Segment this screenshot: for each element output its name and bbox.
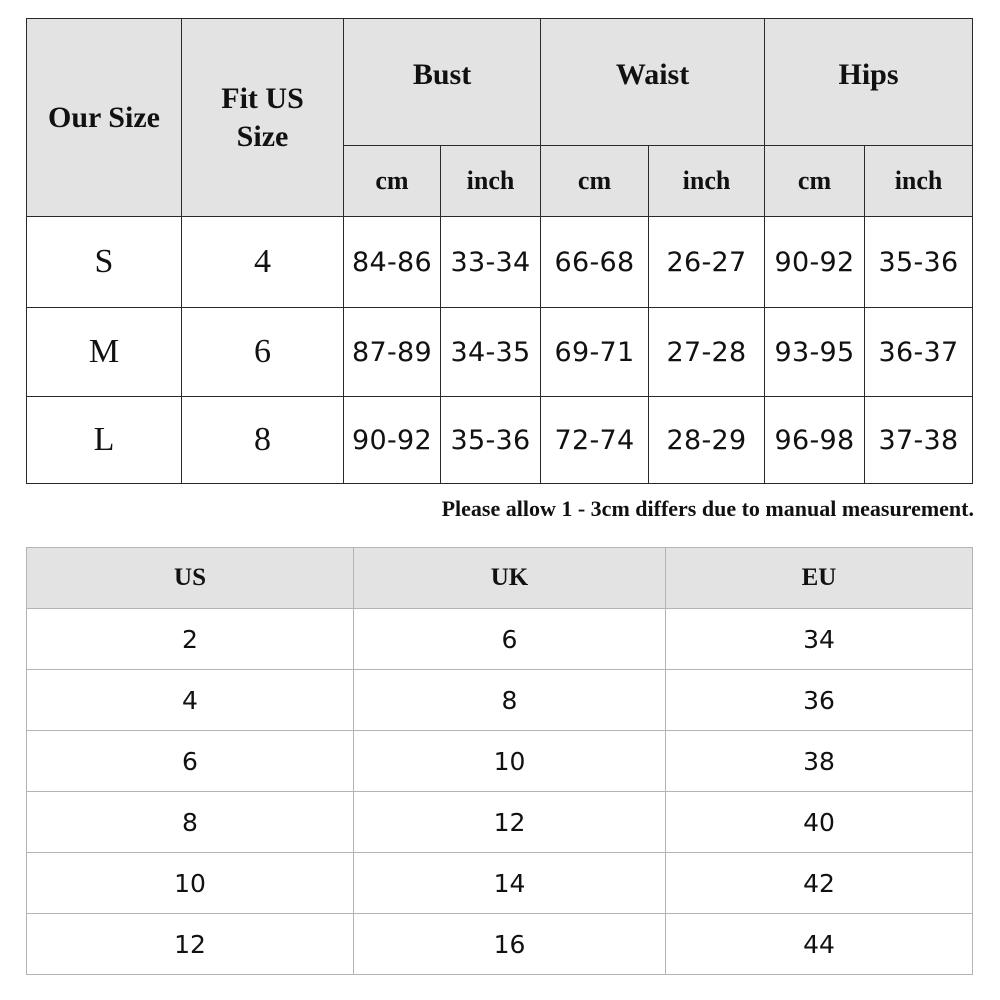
measurement-note: Please allow 1 - 3cm differs due to manual measurement. [441,496,974,521]
eu-cell: 34 [666,609,973,670]
size-cell: L [27,397,182,484]
us-cell: 10 [27,853,354,914]
hips-cm-cell: 93-95 [765,308,865,397]
eu-cell: 42 [666,853,973,914]
table-row [27,731,973,792]
size-conversion-table [26,547,973,975]
bust-cm-header: cm [344,146,441,217]
table-row [27,217,973,308]
hips-cm-cell: 96-98 [765,397,865,484]
size-cell: S [27,217,182,308]
table-row [27,914,973,975]
eu-cell: 40 [666,792,973,853]
eu-cell: 36 [666,670,973,731]
header-row [27,19,973,146]
waist-inch-header: inch [649,146,765,217]
uk-cell: 6 [354,609,666,670]
table-row [27,792,973,853]
uk-header: UK [354,548,666,609]
bust-inch-header: inch [441,146,541,217]
table-row [27,397,973,484]
us-cell: 12 [27,914,354,975]
hips-inch-cell: 36-37 [865,308,973,397]
uk-cell: 14 [354,853,666,914]
waist-cm-cell: 66-68 [541,217,649,308]
hips-inch-header: inch [865,146,973,217]
hips-cm-cell: 90-92 [765,217,865,308]
waist-cm-cell: 69-71 [541,308,649,397]
waist-inch-cell: 26-27 [649,217,765,308]
size-chart-table [26,18,973,484]
hips-inch-cell: 35-36 [865,217,973,308]
uk-cell: 10 [354,731,666,792]
table-row [27,609,973,670]
bust-header: Bust [344,19,541,146]
hips-inch-cell: 37-38 [865,397,973,484]
bust-inch-cell: 33-34 [441,217,541,308]
waist-cm-cell: 72-74 [541,397,649,484]
us-cell: 2 [27,609,354,670]
us-cell: 6 [27,731,354,792]
us-size-cell: 6 [182,308,344,397]
us-cell: 4 [27,670,354,731]
waist-cm-header: cm [541,146,649,217]
eu-cell: 44 [666,914,973,975]
waist-inch-cell: 27-28 [649,308,765,397]
fit-us-label: Fit US [221,81,304,115]
fit-us-size-header [182,19,344,217]
us-header: US [27,548,354,609]
bust-cm-cell: 90-92 [344,397,441,484]
table-row [27,308,973,397]
uk-cell: 8 [354,670,666,731]
waist-header: Waist [541,19,765,146]
size-label: Size [236,119,289,153]
uk-cell: 12 [354,792,666,853]
eu-cell: 38 [666,731,973,792]
bust-cm-cell: 84-86 [344,217,441,308]
size-cell: M [27,308,182,397]
waist-inch-cell: 28-29 [649,397,765,484]
table-row [27,853,973,914]
uk-cell: 16 [354,914,666,975]
bust-inch-cell: 34-35 [441,308,541,397]
hips-cm-header: cm [765,146,865,217]
our-size-header: Our Size [27,19,182,217]
conversion-header-row [27,548,973,609]
us-cell: 8 [27,792,354,853]
us-size-cell: 8 [182,397,344,484]
us-size-cell: 4 [182,217,344,308]
hips-header: Hips [765,19,973,146]
bust-cm-cell: 87-89 [344,308,441,397]
table-row [27,670,973,731]
eu-header: EU [666,548,973,609]
bust-inch-cell: 35-36 [441,397,541,484]
